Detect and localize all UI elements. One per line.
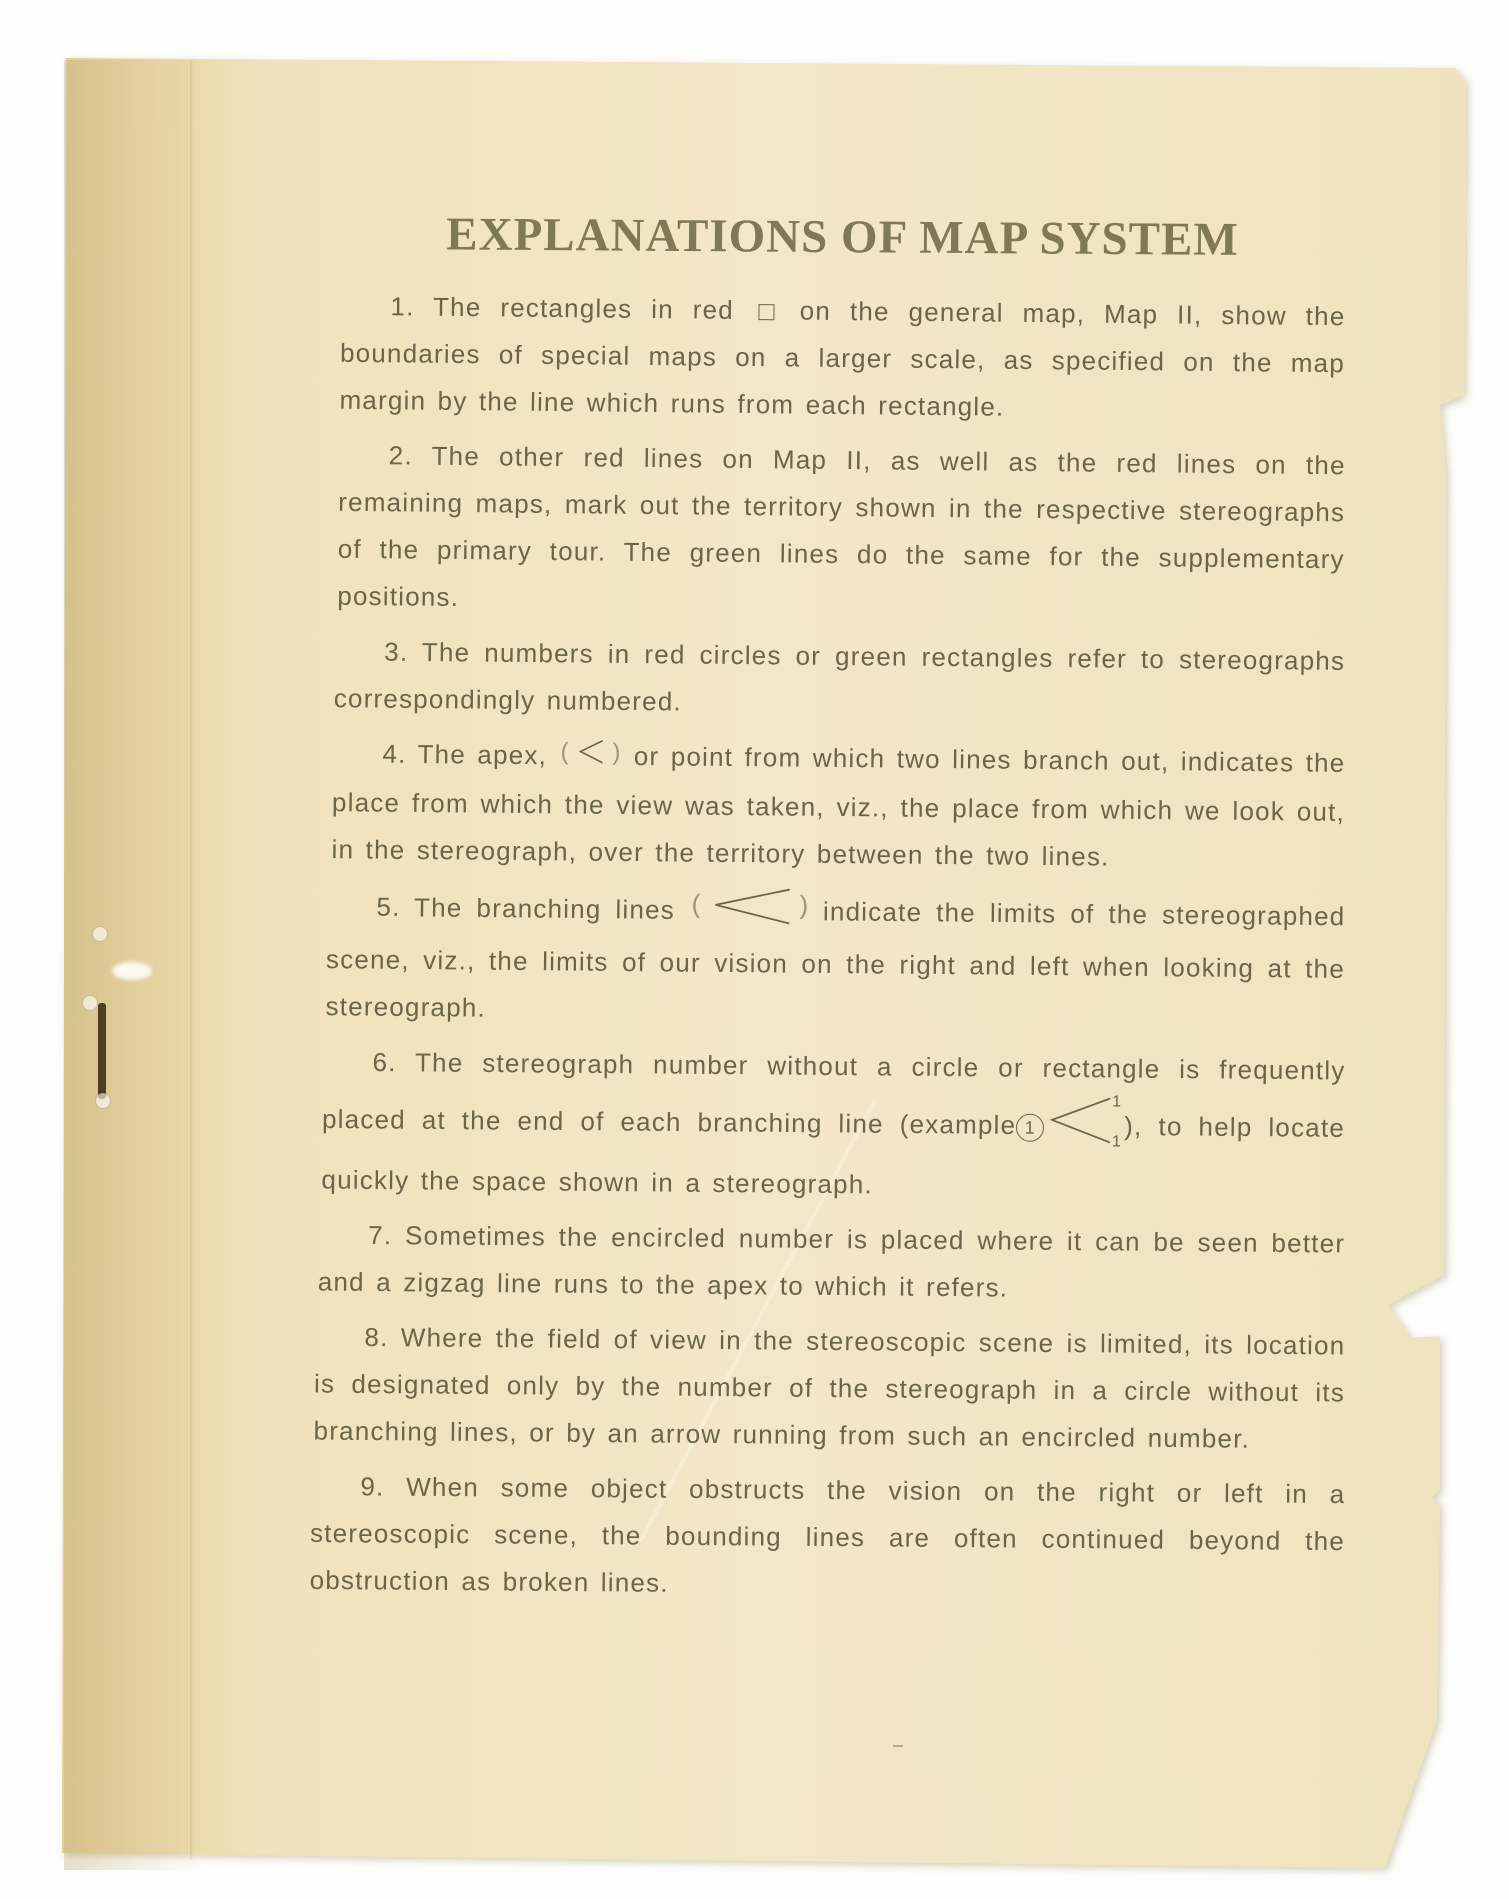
paragraph-7 (318, 1211, 1346, 1314)
example-line-label: 1 (1112, 1133, 1123, 1149)
paragraph-number: 6. (372, 1046, 397, 1077)
paragraph-text: Where the field of view in the stereoscopic scene is limited, its location is designated only by the number of the stereograph in a circle without its branching lines, or by an arrow running from such an encircled number. (313, 1321, 1346, 1454)
staple-hole-icon (95, 1093, 111, 1109)
document-body (310, 210, 1345, 1616)
paragraph-text: The numbers in red circles or green rectangles refer to stereographs correspondingly numbered. (333, 636, 1346, 717)
paragraph-3 (334, 628, 1346, 732)
example-branching-lines-icon (1044, 1091, 1125, 1163)
apex-icon (558, 734, 622, 782)
paragraph-text: Sometimes the encircled number is placed where it can be seen better and a zigzag line runs to the apex to which it refers. (317, 1219, 1346, 1303)
paragraph-number: 8. (364, 1321, 389, 1352)
paragraph-text: or point from which two lines branch out, indicates the place from which the view was taken, viz., the place from which we look out, in the stereograph, over the territory between the two lines. (331, 741, 1346, 872)
paper-tear (112, 962, 152, 980)
example-line-label: 1 (1112, 1093, 1123, 1111)
circled-number-example-icon: 1 (1016, 1113, 1044, 1141)
svg-text:): ) (798, 889, 810, 920)
page-title: EXPLANATIONS OF MAP SYSTEM (446, 208, 1239, 266)
paragraph-text: When some object obstructs the vision on the right or left in a stereoscopic scene, the bounding lines are often continued beyond the obstruction as broken lines. (309, 1471, 1346, 1598)
fold-line (190, 60, 193, 1860)
staple-hole-icon (92, 926, 108, 942)
paragraph-number: 2. (388, 440, 414, 471)
paragraph-6 (321, 1038, 1345, 1212)
svg-text:(: ( (560, 737, 570, 766)
paragraph-9 (309, 1463, 1345, 1612)
branching-lines-icon (689, 884, 810, 940)
paragraph-text: The apex, (417, 738, 548, 771)
ink-mark (893, 1745, 903, 1747)
paragraph-text: indicate the limits of the stereographed scene, viz., the limits of our vision on the right and left when looking at the stereograph. (325, 895, 1346, 1023)
paragraph-8 (313, 1313, 1345, 1463)
paragraph-text: The stereograph number without a circle or rectangle is frequently placed at the end of each branching line (example (321, 1046, 1346, 1140)
paragraph-number: 9. (360, 1470, 385, 1502)
paragraph-text: The rectangles in red (432, 291, 735, 325)
paragraph-number: 5. (376, 891, 401, 922)
staple-icon (98, 1003, 106, 1099)
paragraph-2 (337, 432, 1346, 631)
paragraph-number: 3. (384, 636, 409, 667)
paragraph-text: ), to help locate quickly the space shown in a stereograph. (321, 1110, 1346, 1199)
paragraph-number: 1. (390, 291, 415, 322)
red-rectangle-icon (759, 304, 775, 320)
paragraph-number: 7. (368, 1219, 393, 1250)
paragraph-1 (339, 283, 1345, 435)
paragraph-5 (325, 881, 1345, 1040)
svg-text:(: ( (690, 888, 702, 919)
svg-text:): ) (612, 738, 622, 766)
paragraph-text: The other red lines on Map II, as well as the red lines on the remaining maps, mark out the territory shown in the respective stereographs of the primary tour. The green lines do the same for the supplementary positions. (337, 440, 1346, 612)
paragraph-text: on the general map, Map II, show the boundaries of special maps on a larger scale, as specified on the map margin by the line which runs from each rectangle. (339, 295, 1346, 422)
staple-hole-icon (82, 995, 98, 1011)
paragraph-number: 4. (382, 738, 407, 769)
paragraph-4 (331, 730, 1345, 882)
paragraph-text: The branching lines (413, 891, 676, 925)
